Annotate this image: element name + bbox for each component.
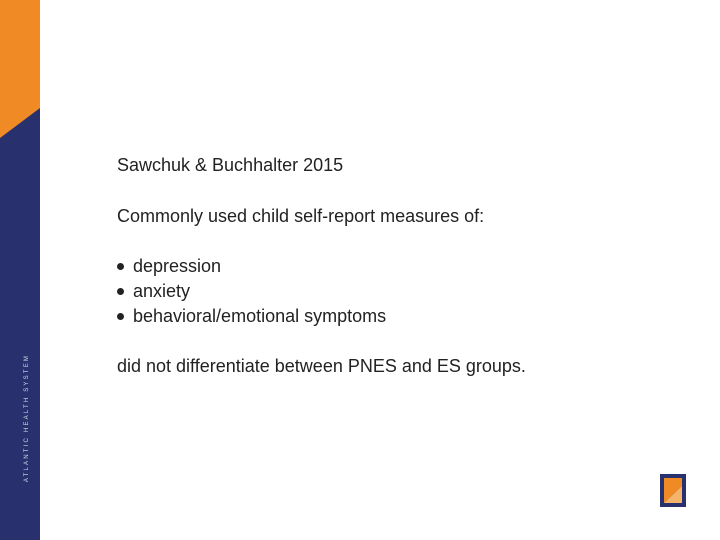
sidebar-graphic: [0, 0, 40, 540]
sidebar-brand-text: ATLANTIC HEALTH SYSTEM: [24, 353, 30, 483]
slide-conclusion: did not differentiate between PNES and ES groups.: [117, 356, 526, 376]
list-item: [117, 304, 677, 329]
brand-sidebar: [0, 0, 40, 540]
atlantic-health-logo-icon: [660, 474, 686, 507]
list-item-label: anxiety: [133, 281, 191, 301]
slide-intro: Commonly used child self-report measures of:: [117, 206, 485, 226]
bullet-icon: [117, 313, 124, 320]
list-item-label: behavioral/emotional symptoms: [133, 306, 387, 326]
bullet-icon: [117, 288, 124, 295]
bullet-icon: [117, 263, 124, 270]
list-item-label: depression: [133, 256, 222, 276]
slide-content: [117, 153, 677, 379]
measure-list: [117, 254, 677, 329]
list-item: [117, 254, 677, 279]
slide-title: Sawchuk & Buchhalter 2015: [117, 155, 344, 175]
list-item: [117, 279, 677, 304]
